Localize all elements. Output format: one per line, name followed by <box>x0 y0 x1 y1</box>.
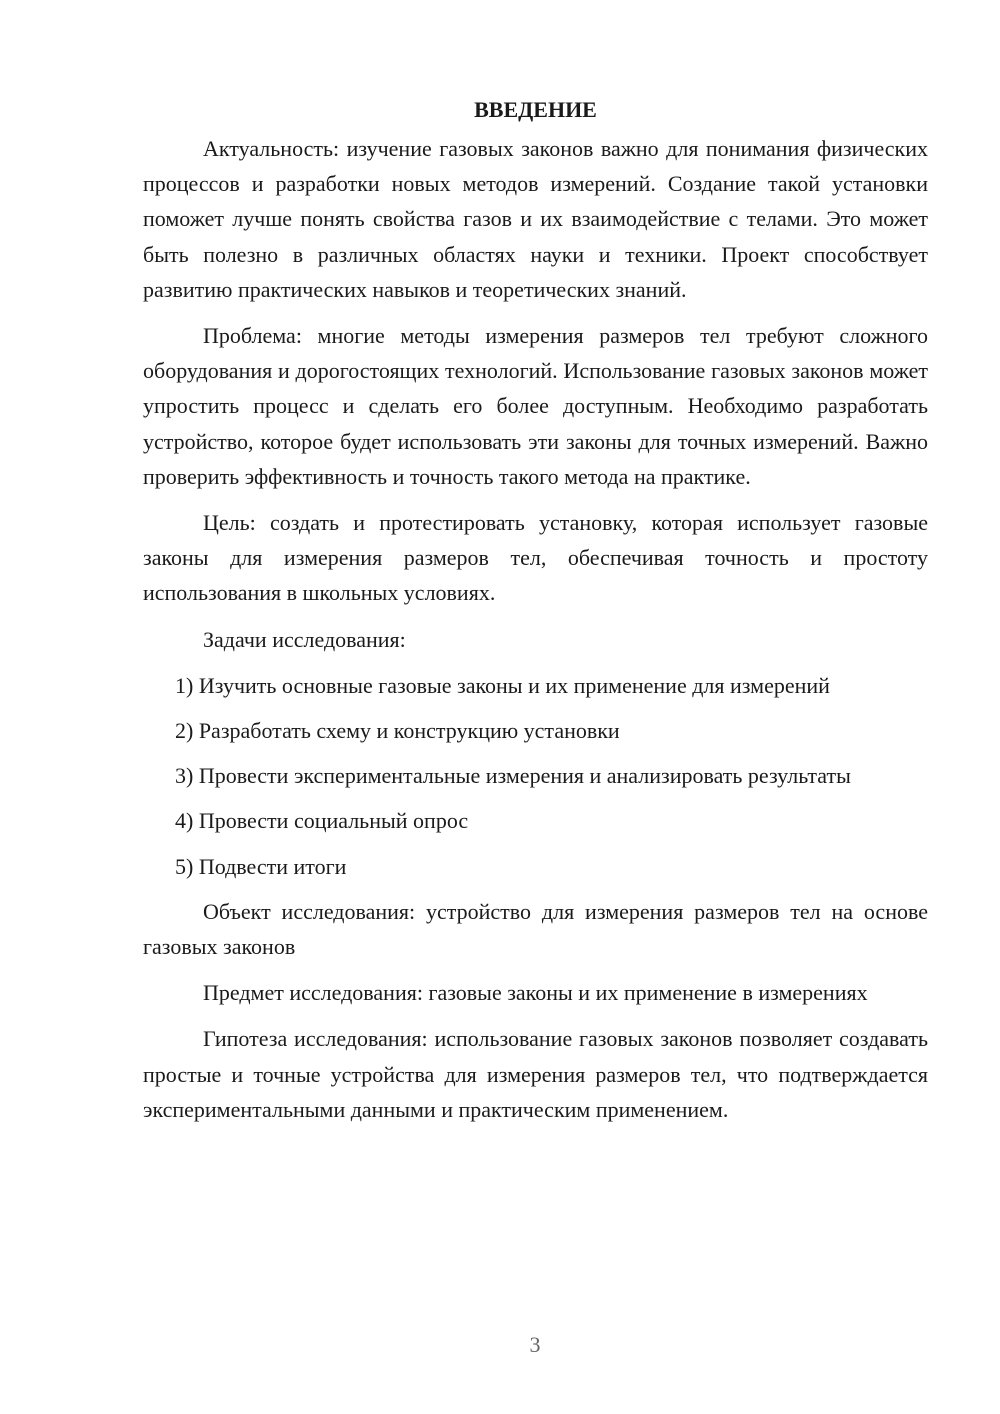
problem-paragraph: Проблема: многие методы измерения размеров тел требуют сложного оборудования и дорогостоящих технологий. Использование газовых законов может упростить процесс и сделать его более доступным. Необходимо разработать устройство, которое будет использовать эти законы для точных измерений. Важно проверить эффективность и точность такого метода на практике. <box>143 323 928 489</box>
hypothesis-paragraph: Гипотеза исследования: использование газовых законов позволяет создавать простые и точные устройства для измерения размеров тел, что подтверждается экспериментальными данными и практическим применением. <box>143 1026 928 1122</box>
task-item: 5) Подвести итоги <box>175 853 347 879</box>
page-number: 3 <box>529 1332 541 1357</box>
subject-paragraph: Предмет исследования: газовые законы и их применение в измерениях <box>203 980 868 1006</box>
document-page <box>143 92 928 1138</box>
task-item: 2) Разработать схему и конструкцию установки <box>175 718 620 744</box>
goal-paragraph: Цель: создать и протестировать установку, которая использует газовые законы для измерения размеров тел, обеспечивая точность и простоту использования в школьных условиях. <box>143 510 928 606</box>
task-item: 1) Изучить основные газовые законы и их применение для измерений <box>175 672 830 698</box>
object-paragraph: Объект исследования: устройство для измерения размеров тел на основе газовых законов <box>143 898 928 960</box>
tasks-heading: Задачи исследования: <box>203 626 406 652</box>
section-title: ВВЕДЕНИЕ <box>474 97 597 122</box>
tasks-list <box>143 668 928 884</box>
task-item: 4) Провести социальный опрос <box>175 808 469 834</box>
task-item: 3) Провести экспериментальные измерения и анализировать результаты <box>175 763 851 789</box>
relevance-paragraph: Актуальность: изучение газовых законов важно для понимания физических процессов и разработки новых методов измерений. Создание такой установки поможет лучше понять свойства газов и их взаимодействие с телами. Это может быть полезно в различных областях науки и техники. Проект способствует развитию практических навыков и теоретических знаний. <box>143 136 928 302</box>
